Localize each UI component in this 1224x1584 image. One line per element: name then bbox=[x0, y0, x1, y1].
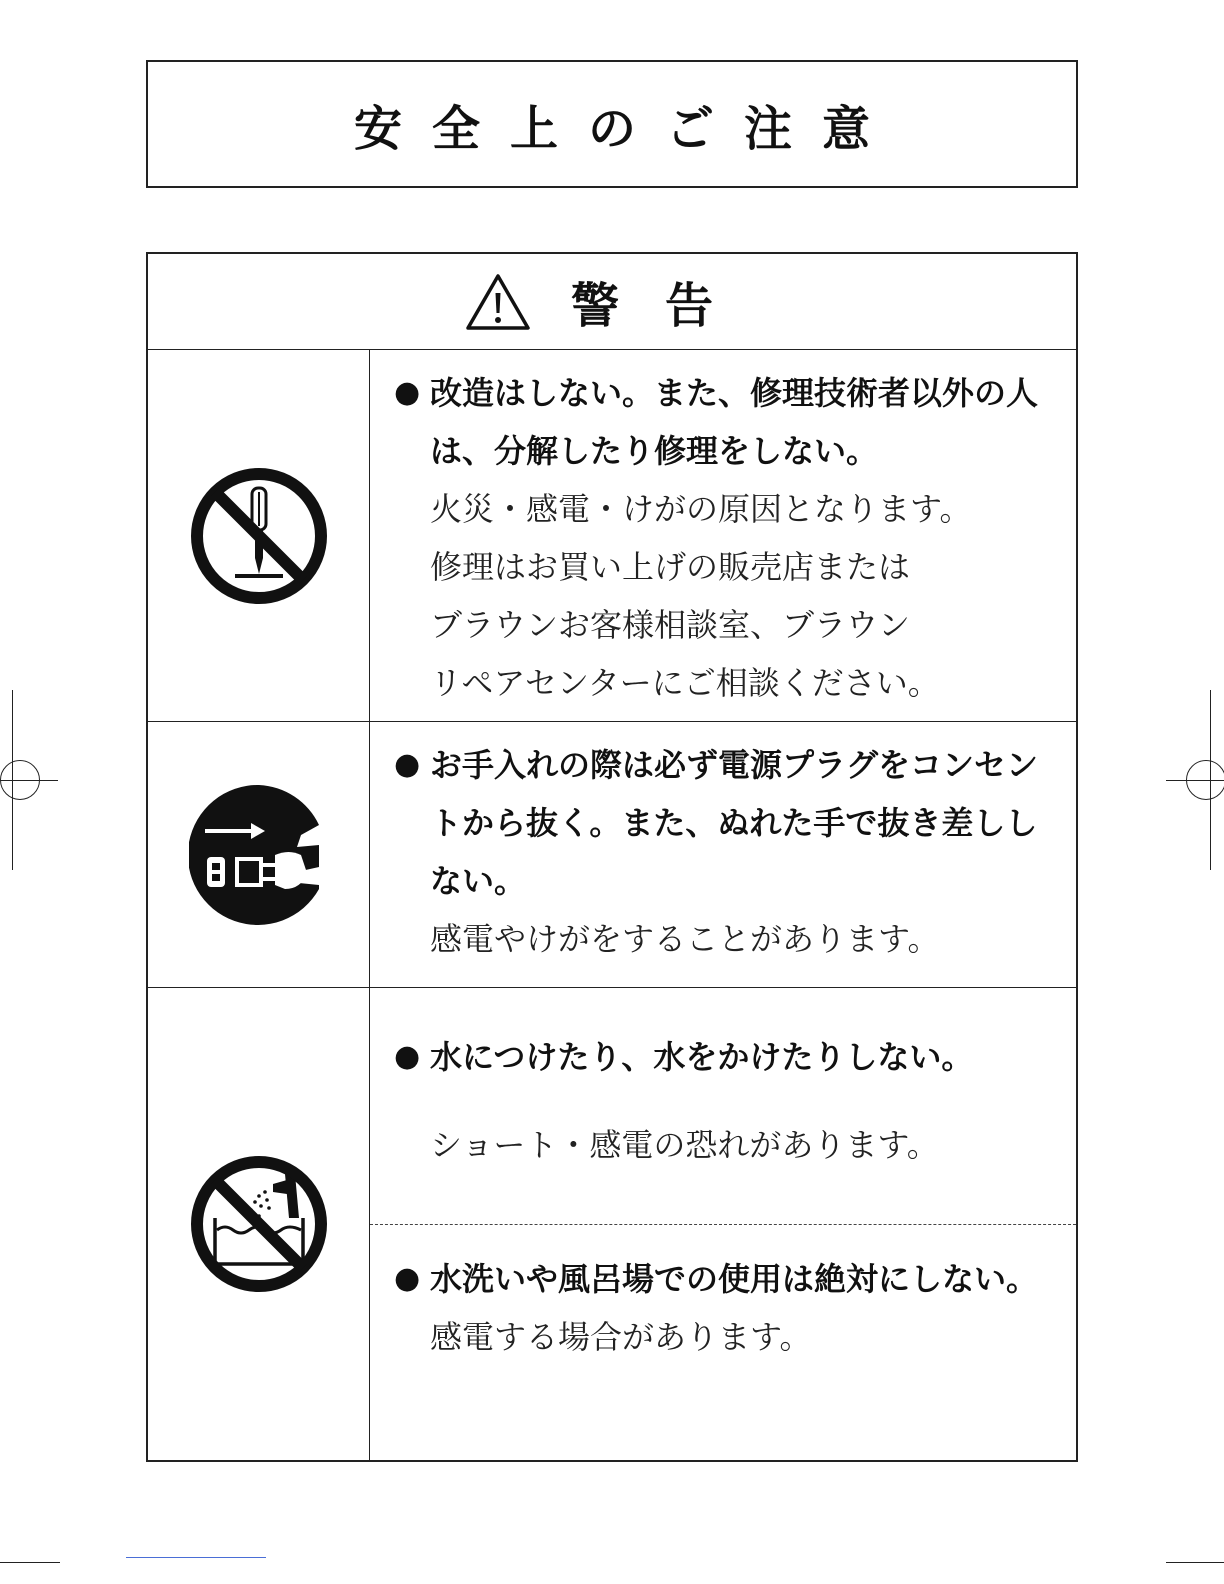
crop-mark bbox=[1166, 1562, 1224, 1563]
warning-row-disassembly bbox=[148, 350, 1076, 722]
warning-table bbox=[146, 252, 1078, 1462]
text-cell bbox=[394, 736, 1064, 968]
body-line: ショート・感電の恐れがあります。 bbox=[430, 1126, 939, 1164]
crop-mark bbox=[0, 1562, 60, 1563]
page-title: 安全上のご注意 bbox=[353, 100, 900, 157]
body-line: 感電する場合があります。 bbox=[430, 1318, 812, 1356]
icon-cell bbox=[148, 350, 370, 721]
warning-heading bbox=[394, 1250, 1064, 1308]
body-line: 感電やけがをすることがあります。 bbox=[430, 920, 940, 958]
body-line: リペアセンターにご相談ください。 bbox=[430, 664, 940, 702]
text-cell bbox=[394, 364, 1064, 712]
text-cell bbox=[394, 1250, 1064, 1366]
bullet: ● bbox=[394, 1039, 421, 1074]
warning-heading bbox=[394, 736, 1064, 910]
registration-mark bbox=[0, 760, 40, 800]
icon-cell bbox=[148, 988, 370, 1460]
body-line: ブラウンお客様相談室、ブラウン bbox=[430, 606, 911, 644]
bullet: ● bbox=[394, 747, 421, 782]
warning-row-water bbox=[148, 988, 1076, 1460]
heading-text: 水洗いや風呂場での使用は絶対にしない。 bbox=[430, 1260, 1039, 1298]
footer-rule bbox=[126, 1557, 266, 1558]
warning-triangle-icon bbox=[465, 273, 531, 331]
icon-cell bbox=[148, 722, 370, 987]
dashed-divider bbox=[370, 1224, 1076, 1225]
body-line: 火災・感電・けがの原因となります。 bbox=[430, 490, 972, 528]
no-water-icon bbox=[189, 1154, 329, 1294]
warning-heading bbox=[394, 364, 1064, 480]
warning-label: 警告 bbox=[570, 278, 759, 334]
heading-text: お手入れの際は必ず電源プラグをコンセントから抜く。また、ぬれた手で抜き差ししない。 bbox=[430, 746, 1039, 900]
no-disassembly-icon bbox=[189, 466, 329, 606]
heading-text: 水につけたり、水をかけたりしない。 bbox=[430, 1038, 974, 1076]
bullet: ● bbox=[394, 1261, 421, 1296]
heading-text: 改造はしない。また、修理技術者以外の人は、分解したり修理をしない。 bbox=[430, 374, 1039, 470]
title-box bbox=[146, 60, 1078, 188]
unplug-icon bbox=[189, 785, 329, 925]
body-line: 修理はお買い上げの販売店または bbox=[430, 548, 911, 586]
bullet: ● bbox=[394, 375, 421, 410]
registration-mark bbox=[1186, 760, 1224, 800]
warning-header bbox=[148, 254, 1076, 350]
warning-row-unplug bbox=[148, 722, 1076, 988]
warning-heading bbox=[394, 1028, 1064, 1086]
text-cell bbox=[394, 1028, 1064, 1174]
